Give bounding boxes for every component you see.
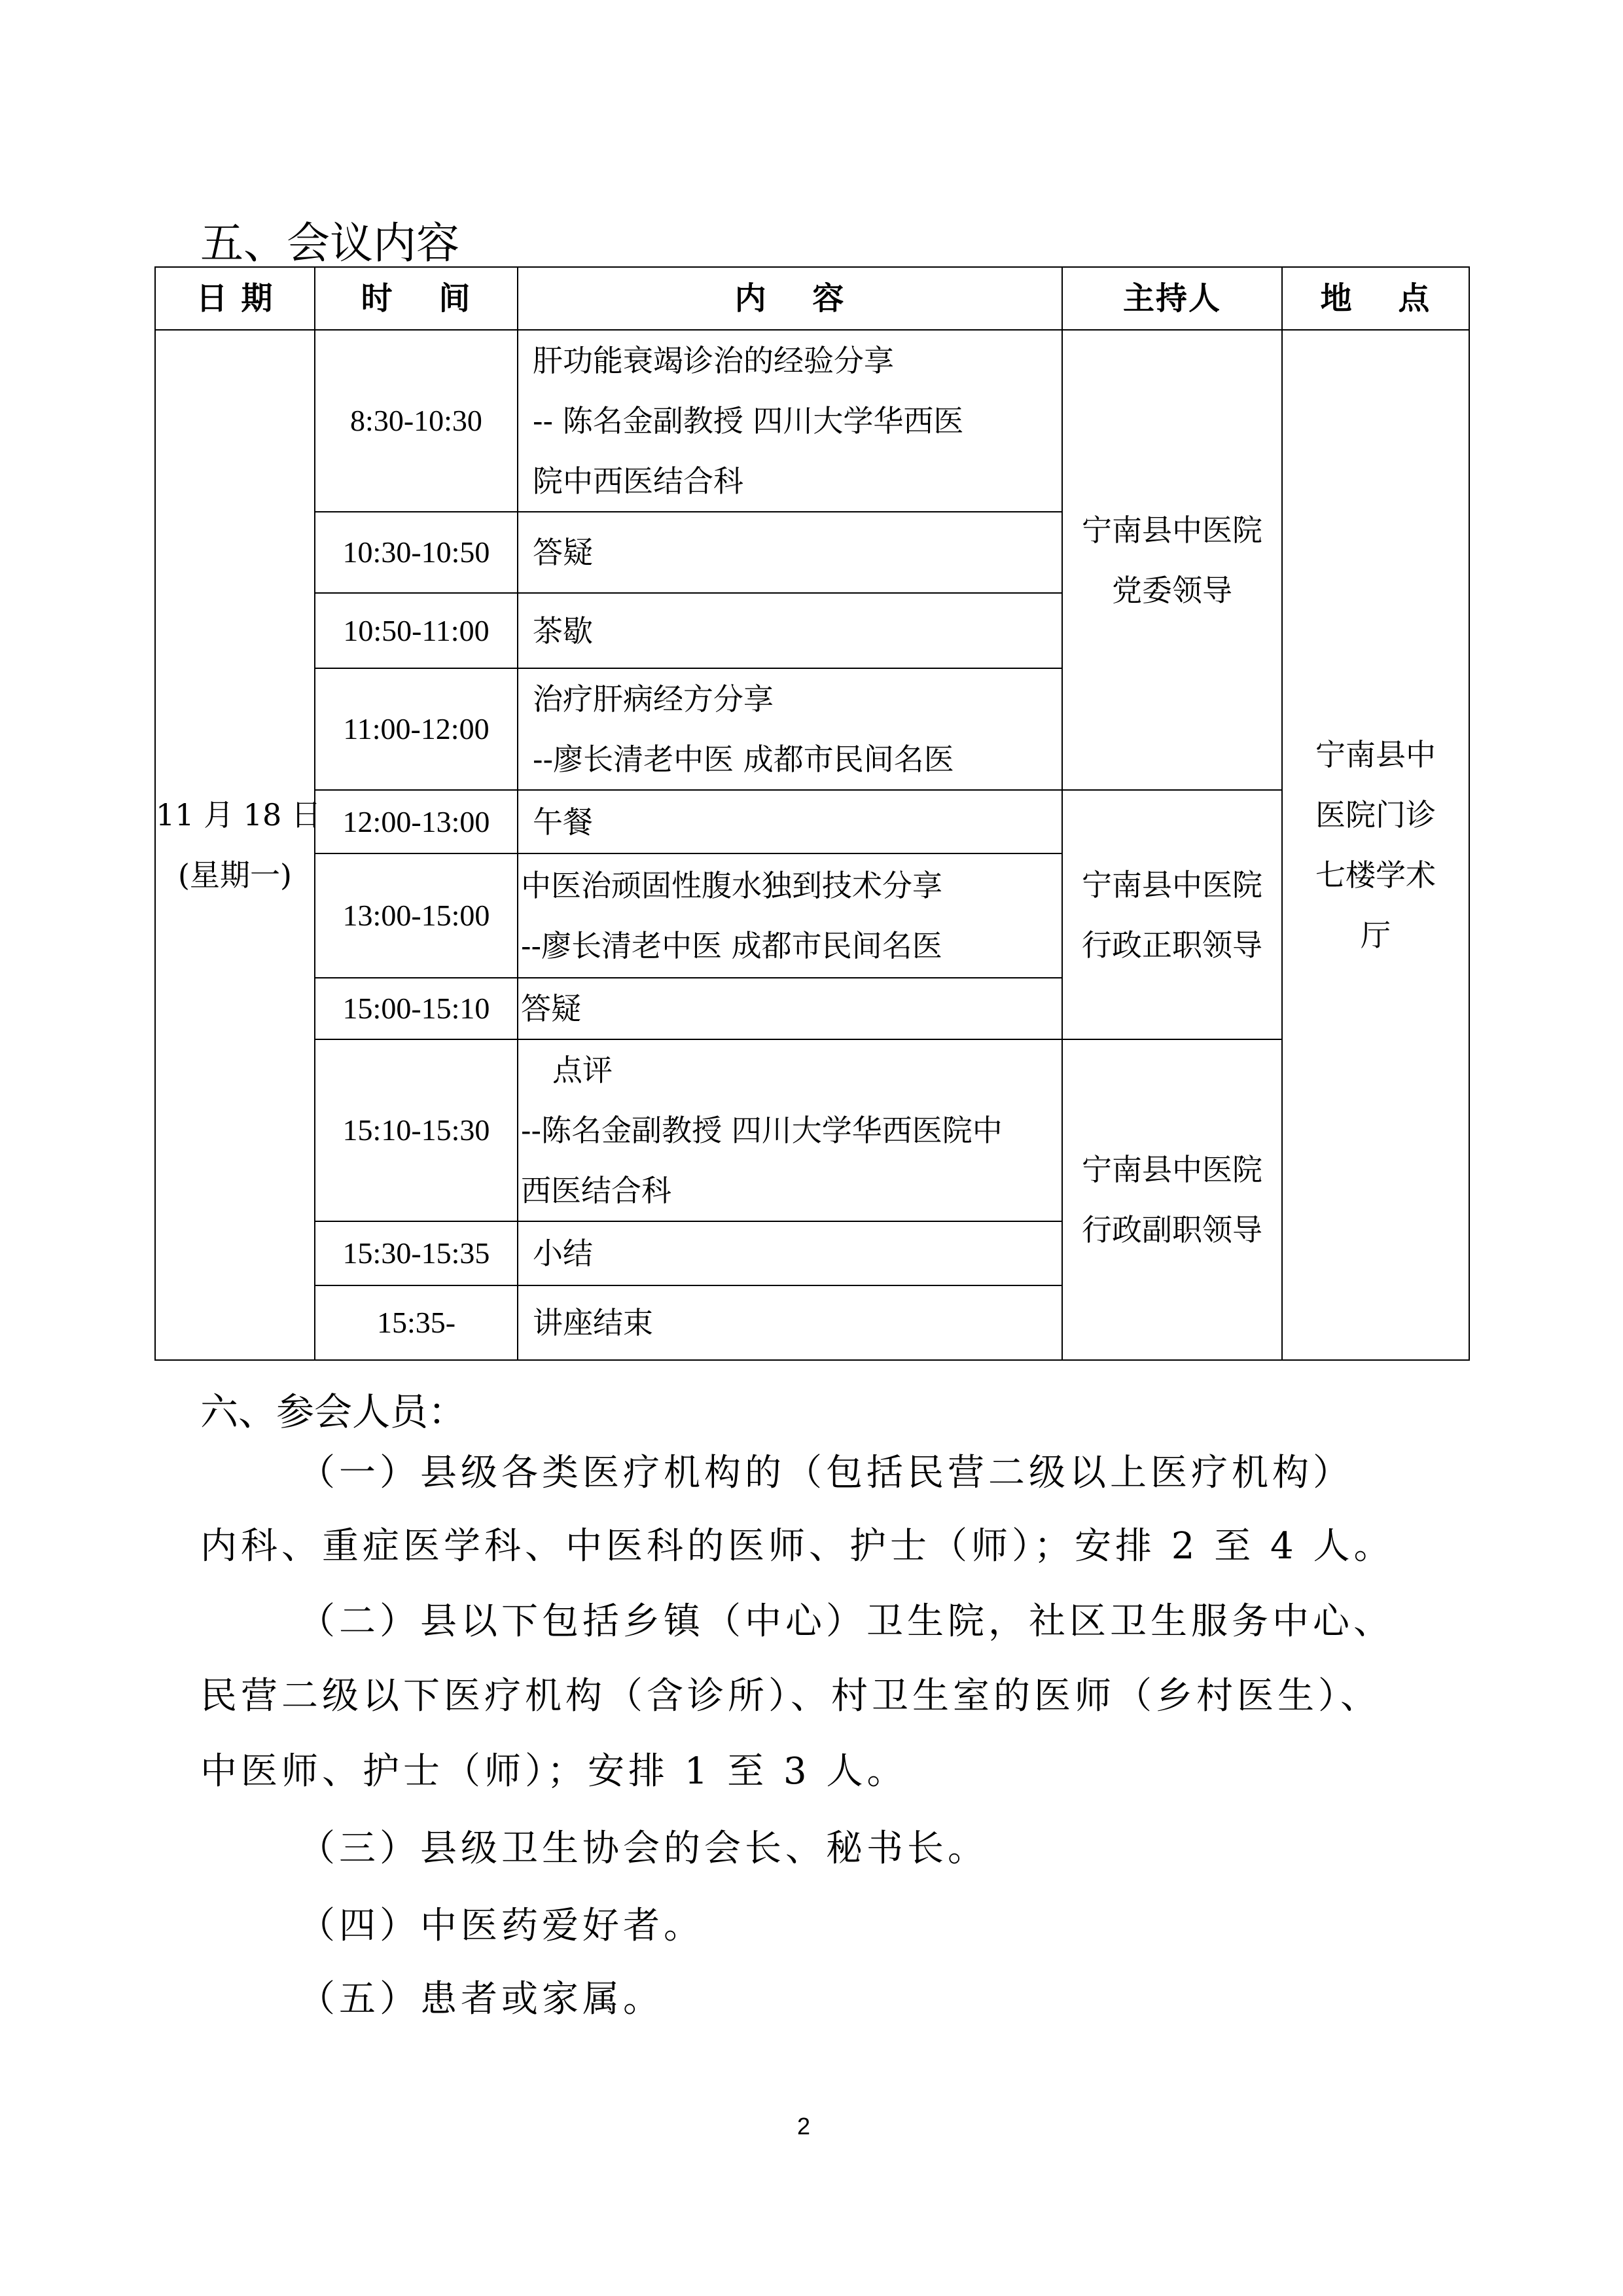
place-cell — [1282, 330, 1469, 1360]
table-row — [155, 790, 1469, 853]
content-cell: 治疗肝病经方分享 --廖长清老中医 成都市民间名医 — [518, 668, 1062, 790]
content-cell: 讲座结束 — [518, 1285, 1062, 1360]
attendee-item-5: （五）患者或家属。 — [298, 1978, 664, 2020]
content-cell: 答疑 — [518, 978, 1062, 1039]
host-cell — [1062, 1039, 1282, 1360]
time-cell: 13:00-15:00 — [315, 853, 518, 978]
content-cell: 小结 — [518, 1221, 1062, 1285]
host-cell — [1062, 330, 1282, 790]
header-time: 时 间 — [315, 267, 518, 330]
weekday-line: (星期一) — [178, 857, 292, 893]
header-place: 地 点 — [1282, 267, 1469, 330]
date-cell — [155, 330, 321, 1360]
attendee-item-3: （三）县级卫生协会的会长、秘书长。 — [298, 1827, 988, 1870]
table-header-row — [155, 267, 1469, 330]
place-text: 宁南县中医院门诊七楼学术厅 — [1315, 737, 1436, 953]
time-cell: 10:50-11:00 — [315, 593, 518, 668]
date-line: 11 月 18 日 — [156, 797, 321, 833]
content-cell: 答疑 — [518, 512, 1062, 593]
section-5-title: 五、会议内容 — [200, 218, 459, 268]
attendee-item-1-line-1: （一）县级各类医疗机构的（包括民营二级以上医疗机构） — [298, 1452, 1353, 1494]
content-cell: 点评 --陈名金副教授 四川大学华西医院中 西医结合科 — [518, 1039, 1062, 1221]
header-host: 主持人 — [1062, 267, 1282, 330]
content-cell: 午餐 — [518, 790, 1062, 853]
attendee-item-2-line-1: （二）县以下包括乡镇（中心）卫生院，社区卫生服务中心、 — [298, 1600, 1394, 1643]
section-6-title: 六、参会人员： — [200, 1390, 467, 1434]
conference-schedule-table — [154, 266, 1470, 1361]
time-cell: 15:30-15:35 — [315, 1221, 518, 1285]
content-cell: 中医治顽固性腹水独到技术分享 --廖长清老中医 成都市民间名医 — [518, 853, 1062, 978]
header-content: 内 容 — [518, 267, 1062, 330]
time-cell: 15:35- — [315, 1285, 518, 1360]
time-cell: 15:00-15:10 — [315, 978, 518, 1039]
host-text: 宁南县中医院行政副职领导 — [1082, 1152, 1262, 1247]
attendee-item-2-line-2: 民营二级以下医疗机构（含诊所）、村卫生室的医师（乡村医生）、 — [200, 1675, 1381, 1717]
time-cell: 10:30-10:50 — [315, 512, 518, 593]
time-cell: 11:00-12:00 — [315, 668, 518, 790]
attendee-item-2-line-3: 中医师、护士（师）；安排 1 至 3 人。 — [200, 1750, 908, 1793]
attendee-item-1-line-2: 内科、重症医学科、中医科的医师、护士（师）；安排 2 至 4 人。 — [200, 1525, 1395, 1568]
attendee-item-4: （四）中医药爱好者。 — [298, 1905, 704, 1947]
time-cell: 8:30-10:30 — [315, 330, 518, 512]
host-text: 宁南县中医院行政正职领导 — [1082, 867, 1262, 963]
host-cell — [1062, 790, 1282, 1039]
time-cell: 15:10-15:30 — [315, 1039, 518, 1221]
page-number: 2 — [797, 2113, 811, 2140]
table-row — [155, 1039, 1469, 1221]
content-cell: 肝功能衰竭诊治的经验分享 -- 陈名金副教授 四川大学华西医 院中西医结合科 — [518, 330, 1062, 512]
time-cell: 12:00-13:00 — [315, 790, 518, 853]
host-text: 宁南县中医院党委领导 — [1082, 512, 1262, 608]
content-cell: 茶歇 — [518, 593, 1062, 668]
header-date: 日 期 — [155, 267, 315, 330]
table-row — [155, 330, 1469, 512]
